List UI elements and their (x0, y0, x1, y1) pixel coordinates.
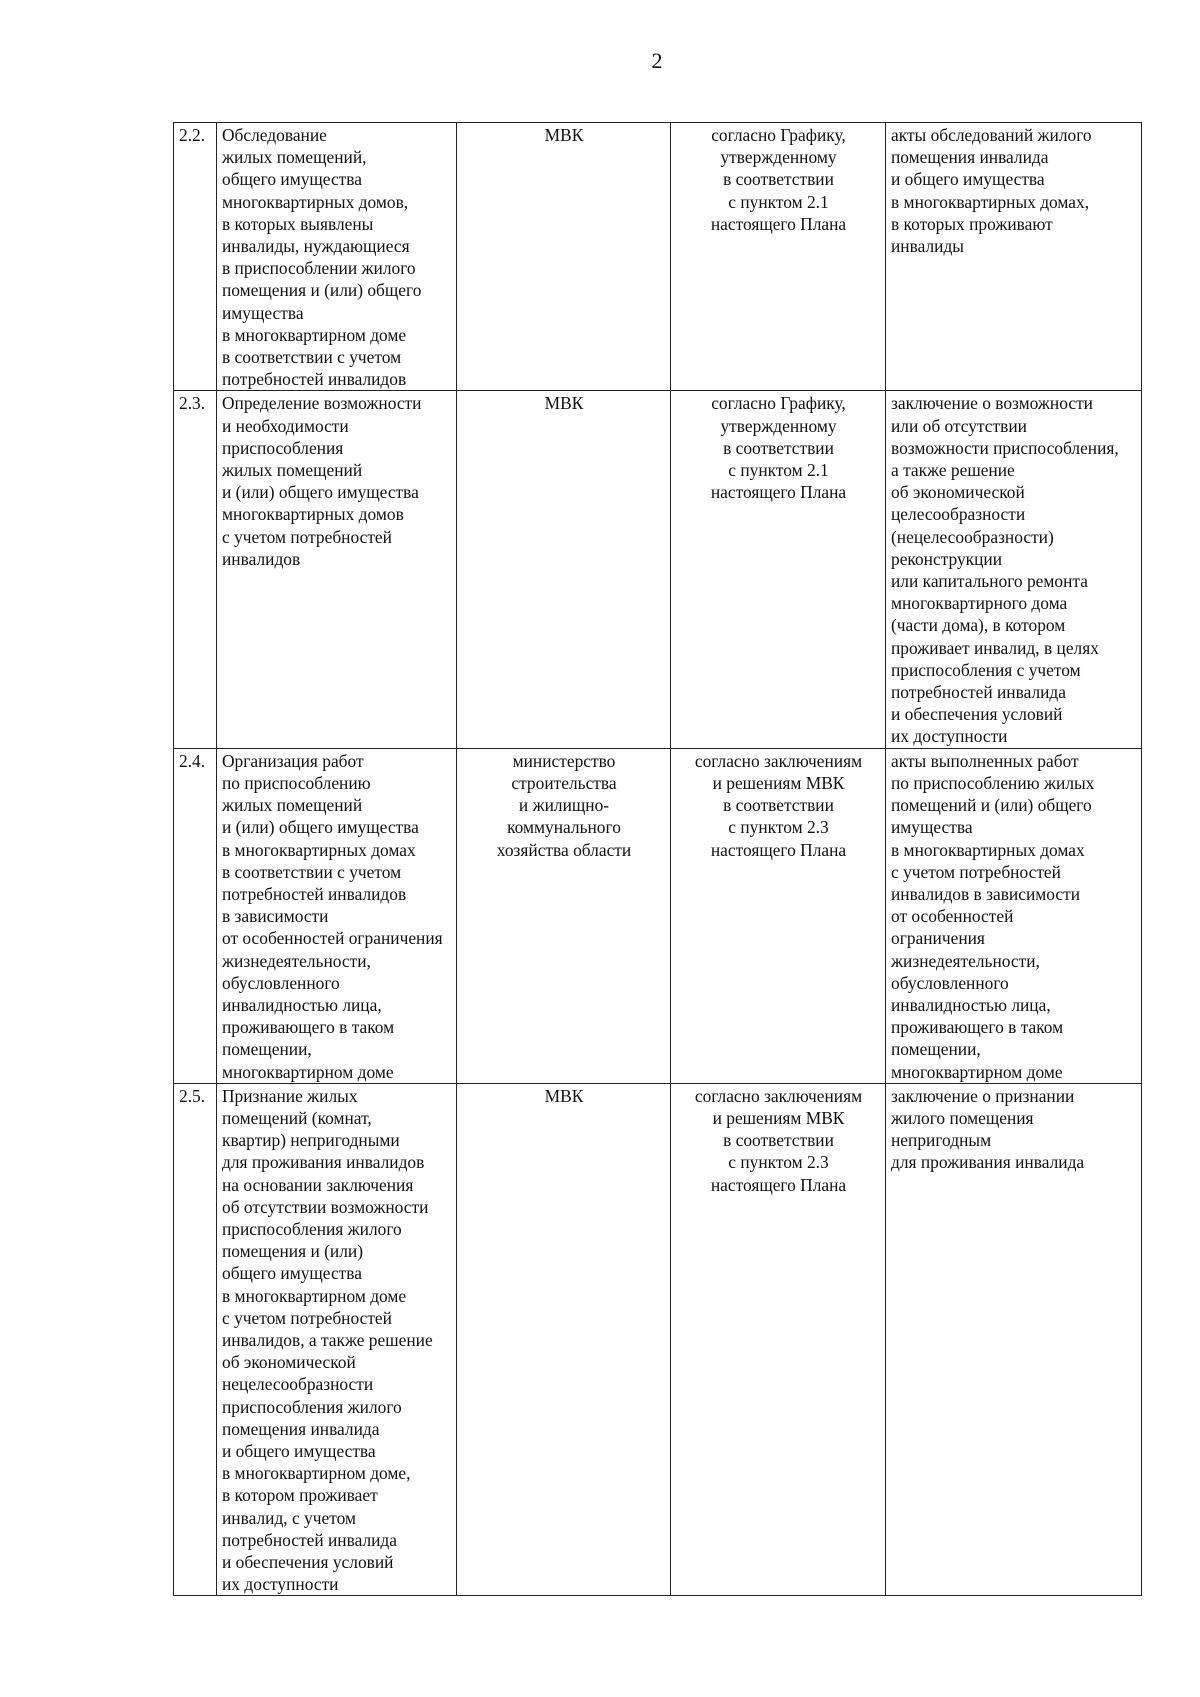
responsible-cell: МВК (457, 391, 671, 748)
result-cell: заключение о признании жилого помещения непригодным для проживания инвалида (886, 1083, 1142, 1596)
item-number: 2.4. (174, 748, 217, 1083)
responsible-cell: министерство строительства и жилищно- коммунального хозяйства области (457, 748, 671, 1083)
responsible-cell: МВК (457, 1083, 671, 1596)
deadline-cell: согласно Графику, утвержденному в соответствии с пунктом 2.1 настоящего Плана (671, 123, 886, 391)
action-cell: Определение возможности и необходимости приспособления жилых помещений и (или) общего имущества многоквартирных домов с учетом потребностей инвалидов (217, 391, 457, 748)
result-cell: акты обследований жилого помещения инвалида и общего имущества в многоквартирных домах, в которых проживают инвалиды (886, 123, 1142, 391)
result-cell: акты выполненных работ по приспособлению жилых помещений и (или) общего имущества в многоквартирных домах с учетом потребностей инвалидов в зависимости от особенностей ограничения жизнедеятельности, обусловленного инвалидностью лица, проживающего в таком помещении, многоквартирном доме (886, 748, 1142, 1083)
deadline-cell: согласно заключениям и решениям МВК в соответствии с пунктом 2.3 настоящего Плана (671, 1083, 886, 1596)
plan-table (173, 122, 1142, 1596)
responsible-cell: МВК (457, 123, 671, 391)
table-row (174, 748, 1142, 1083)
table-row (174, 123, 1142, 391)
deadline-cell: согласно заключениям и решениям МВК в соответствии с пунктом 2.3 настоящего Плана (671, 748, 886, 1083)
page-number: 2 (651, 48, 663, 73)
item-number: 2.2. (174, 123, 217, 391)
action-cell: Организация работ по приспособлению жилых помещений и (или) общего имущества в многоквартирных домах в соответствии с учетом потребностей инвалидов в зависимости от особенностей ограничения жизнедеятельности, обусловленного инвалидностью лица, проживающего в таком помещении, многоквартирном доме (217, 748, 457, 1083)
item-number: 2.5. (174, 1083, 217, 1596)
table-row (174, 391, 1142, 748)
result-cell: заключение о возможности или об отсутствии возможности приспособления, а также решение об экономической целесообразности (нецелесообразности) реконструкции или капитального ремонта многоквартирного дома (части дома), в котором проживает инвалид, в целях приспособления с учетом потребностей инвалида и обеспечения условий их доступности (886, 391, 1142, 748)
deadline-cell: согласно Графику, утвержденному в соответствии с пунктом 2.1 настоящего Плана (671, 391, 886, 748)
item-number: 2.3. (174, 391, 217, 748)
action-cell: Обследование жилых помещений, общего имущества многоквартирных домов, в которых выявлены инвалиды, нуждающиеся в приспособлении жилого помещения и (или) общего имущества в многоквартирном доме в соответствии с учетом потребностей инвалидов (217, 123, 457, 391)
table-row (174, 1083, 1142, 1596)
action-cell: Признание жилых помещений (комнат, квартир) непригодными для проживания инвалидов на основании заключения об отсутствии возможности приспособления жилого помещения и (или) общего имущества в многоквартирном доме с учетом потребностей инвалидов, а также решение об экономической нецелесообразности приспособления жилого помещения инвалида и общего имущества в многоквартирном доме, в котором проживает инвалид, с учетом потребностей инвалида и обеспечения условий их доступности (217, 1083, 457, 1596)
